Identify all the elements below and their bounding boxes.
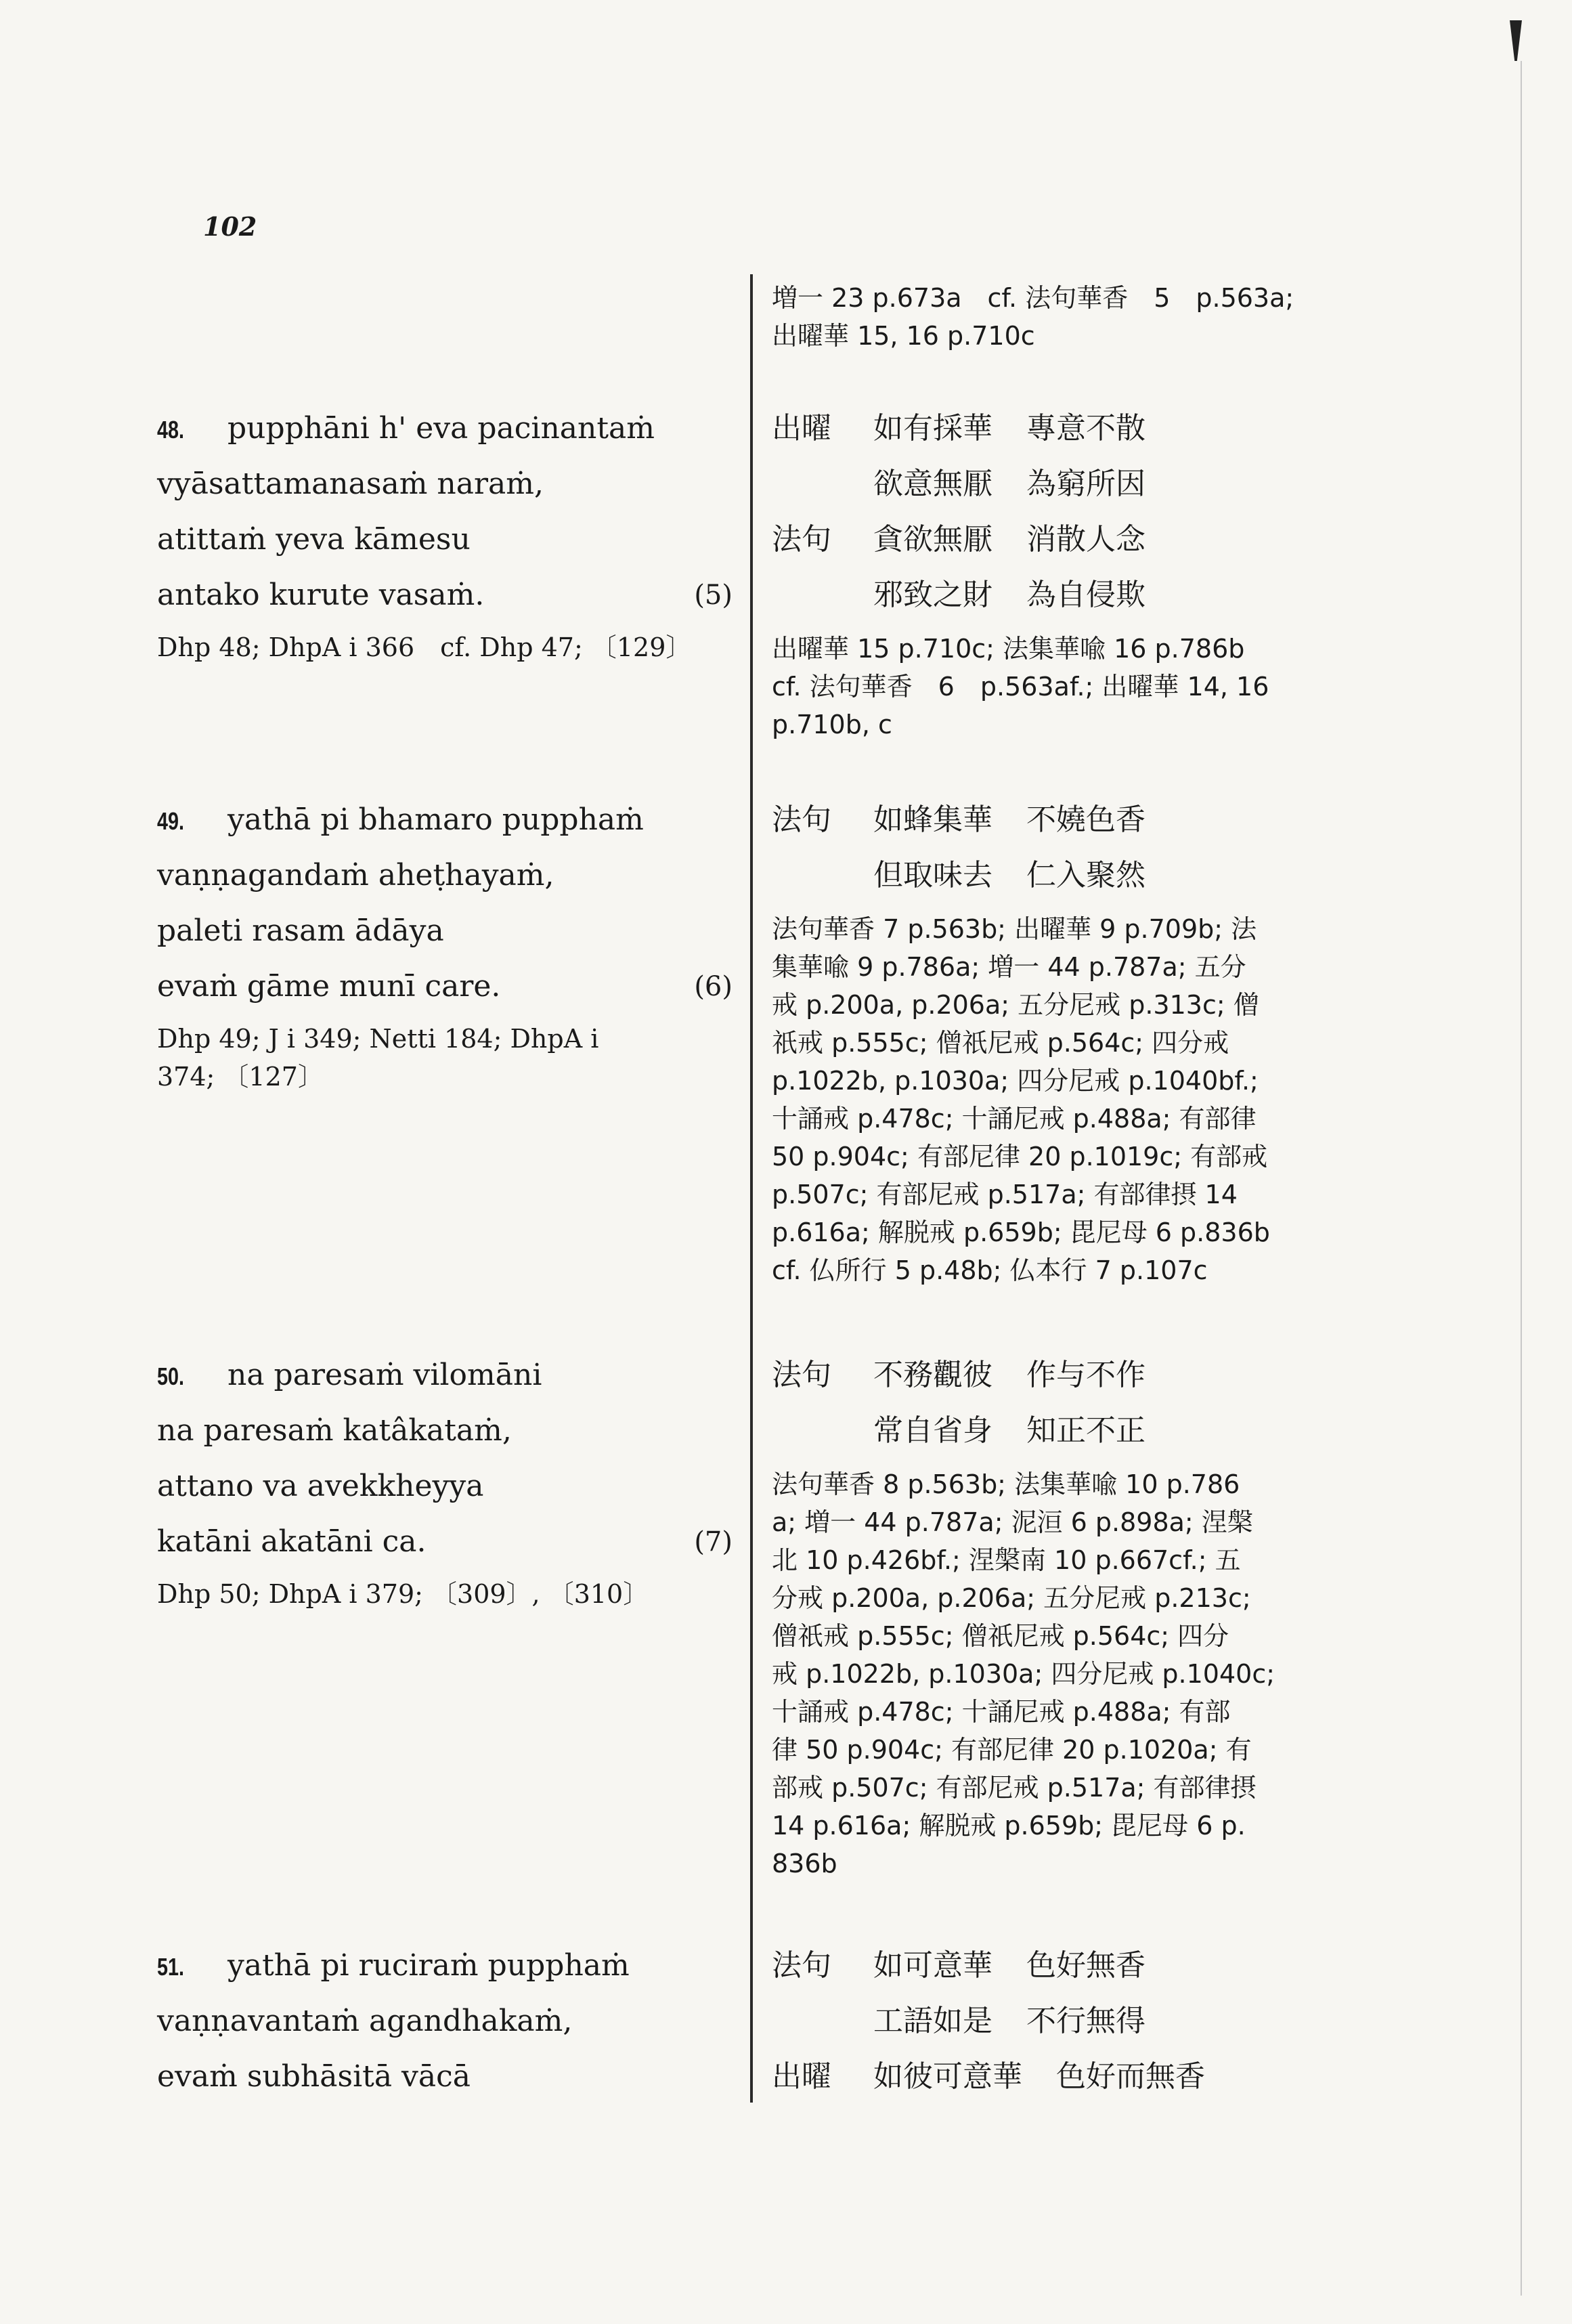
page-edge-mark: [1510, 20, 1522, 61]
chinese-parallels-48: [772, 401, 1344, 744]
source-label: 出曜: [772, 2059, 831, 2094]
chinese-ref: 集華喩 9 p.786a; 増一 44 p.787a; 五分: [772, 952, 1246, 982]
pali-line: katāni akatāni ca.: [157, 1524, 427, 1559]
chinese-parallels-49: [772, 792, 1344, 1289]
column-divider: [750, 274, 753, 2103]
pali-line: na paresaṁ vilomāni: [227, 1358, 542, 1392]
pali-ref: Dhp 49; J i 349; Netti 184; DhpA i: [157, 1024, 599, 1054]
chinese-ref: 律 50 p.904c; 有部尼律 20 p.1020a; 有: [772, 1735, 1252, 1765]
chinese-phrase: 為自侵欺: [1026, 578, 1145, 612]
chinese-ref: 法句華香 7 p.563b; 出曜華 9 p.709b; 法: [772, 914, 1257, 944]
chinese-phrase: 如蜂集華: [873, 802, 992, 837]
pali-line: evaṁ gāme munī care.: [157, 969, 501, 1004]
pali-line: evaṁ subhāsitā vācā: [157, 2059, 471, 2094]
chinese-ref: p.1022b, p.1030a; 四分尼戒 p.1040bf.;: [772, 1066, 1259, 1096]
chinese-phrase: 仁入聚然: [1026, 858, 1145, 892]
pali-line: yathā pi ruciraṁ pupphaṁ: [227, 1948, 630, 1983]
verse-mark: (5): [694, 580, 733, 611]
chinese-ref: 法句華香 8 p.563b; 法集華喩 10 p.786: [772, 1469, 1240, 1499]
chinese-ref: 戒 p.1022b, p.1030a; 四分尼戒 p.1040c;: [772, 1659, 1275, 1689]
ref-line: 出曜華 15, 16 p.710c: [772, 321, 1035, 351]
verse-mark: (6): [694, 971, 733, 1002]
chinese-phrase: 如彼可意華: [873, 2059, 1022, 2094]
source-label: 法句: [772, 522, 831, 557]
verse-50: [157, 1348, 739, 1613]
chinese-ref: cf. 法句華香 6 p.563af.; 出曜華 14, 16: [772, 672, 1269, 702]
chinese-ref: cf. 仏所行 5 p.48b; 仏本行 7 p.107c: [772, 1255, 1208, 1285]
chinese-phrase: 貪欲無厭: [873, 522, 992, 557]
verse-mark: (7): [694, 1526, 733, 1557]
chinese-phrase: 工語如是: [873, 2004, 992, 2038]
chinese-ref: 十誦戒 p.478c; 十誦尼戒 p.488a; 有部: [772, 1697, 1231, 1727]
chinese-ref: 北 10 p.426bf.; 涅槃南 10 p.667cf.; 五: [772, 1545, 1241, 1575]
chinese-parallels-50: [772, 1348, 1344, 1882]
chinese-phrase: 專意不散: [1026, 411, 1145, 446]
ref-line: 増一 23 p.673a cf. 法句華香 5 p.563a;: [772, 283, 1294, 313]
chinese-ref: 分戒 p.200a, p.206a; 五分尼戒 p.213c;: [772, 1583, 1251, 1613]
chinese-phrase: 色好而無香: [1056, 2059, 1205, 2094]
verse-number: 50.: [157, 1362, 185, 1390]
pali-line: paleti rasam ādāya: [157, 913, 444, 948]
source-label: 法句: [772, 1948, 831, 1983]
chinese-ref: p.507c; 有部尼戒 p.517a; 有部律摂 14: [772, 1180, 1238, 1209]
pali-line: atittaṁ yeva kāmesu: [157, 522, 471, 557]
chinese-ref: 14 p.616a; 解脱戒 p.659b; 毘尼母 6 p.: [772, 1811, 1246, 1841]
verse-51: [157, 1938, 739, 2105]
verse-48: [157, 401, 739, 666]
verse-49: [157, 792, 739, 1096]
pali-ref: Dhp 48; DhpA i 366 cf. Dhp 47; 〔129〕: [157, 632, 692, 662]
verse-number: 51.: [157, 1953, 185, 1981]
pali-line: na paresaṁ katâkataṁ,: [157, 1413, 512, 1448]
chinese-ref: 僧祇戒 p.555c; 僧祇尼戒 p.564c; 四分: [772, 1621, 1229, 1651]
chinese-phrase: 不務觀彼: [873, 1358, 992, 1392]
chinese-ref: 出曜華 15 p.710c; 法集華喩 16 p.786b: [772, 634, 1245, 664]
source-label: 法句: [772, 1358, 831, 1392]
chinese-phrase: 不嬈色香: [1026, 802, 1145, 837]
chinese-phrase: 但取味去: [873, 858, 992, 892]
pali-line: antako kurute vasaṁ.: [157, 578, 485, 612]
pali-ref: 374; 〔127〕: [157, 1062, 324, 1092]
verse-number: 48.: [157, 416, 185, 444]
chinese-ref: p.710b, c: [772, 710, 892, 739]
pali-line: attano va avekkheyya: [157, 1469, 484, 1503]
pali-line: pupphāni h' eva pacinantaṁ: [227, 411, 655, 446]
chinese-ref: 部戒 p.507c; 有部尼戒 p.517a; 有部律摂: [772, 1773, 1257, 1803]
chinese-phrase: 邪致之財: [873, 578, 992, 612]
chinese-phrase: 如有採華: [873, 411, 992, 446]
page-edge-line: [1521, 61, 1522, 2296]
verse-number: 49.: [157, 807, 185, 835]
source-label: 法句: [772, 802, 831, 837]
chinese-ref: 十誦戒 p.478c; 十誦尼戒 p.488a; 有部律: [772, 1104, 1257, 1134]
pali-line: vyāsattamanasaṁ naraṁ,: [157, 467, 544, 501]
chinese-phrase: 色好無香: [1026, 1948, 1145, 1983]
chinese-ref: 50 p.904c; 有部尼律 20 p.1019c; 有部戒: [772, 1142, 1268, 1171]
chinese-phrase: 作与不作: [1026, 1358, 1145, 1392]
chinese-phrase: 為窮所因: [1026, 467, 1145, 501]
source-label: 出曜: [772, 411, 831, 446]
chinese-phrase: 如可意華: [873, 1948, 992, 1983]
pali-line: vaṇṇavantaṁ agandhakaṁ,: [157, 2004, 573, 2038]
chinese-ref: a; 増一 44 p.787a; 泥洹 6 p.898a; 涅槃: [772, 1507, 1253, 1537]
chinese-phrase: 常自省身: [873, 1413, 992, 1448]
chinese-phrase: 不行無得: [1026, 2004, 1145, 2038]
chinese-ref: 祇戒 p.555c; 僧祇尼戒 p.564c; 四分戒: [772, 1028, 1229, 1058]
continued-references: [772, 279, 1354, 355]
pali-ref: Dhp 50; DhpA i 379; 〔309〕, 〔310〕: [157, 1579, 649, 1609]
pali-line: yathā pi bhamaro pupphaṁ: [227, 802, 644, 837]
page-number: 102: [203, 211, 257, 242]
chinese-phrase: 消散人念: [1026, 522, 1145, 557]
chinese-phrase: 欲意無厭: [873, 467, 992, 501]
chinese-ref: 836b: [772, 1849, 837, 1878]
chinese-phrase: 知正不正: [1026, 1413, 1145, 1448]
pali-line: vaṇṇagandaṁ aheṭhayaṁ,: [157, 858, 554, 892]
chinese-ref: p.616a; 解脱戒 p.659b; 毘尼母 6 p.836b: [772, 1218, 1270, 1247]
chinese-ref: 戒 p.200a, p.206a; 五分尼戒 p.313c; 僧: [772, 990, 1259, 1020]
chinese-parallels-51: [772, 1938, 1344, 2105]
